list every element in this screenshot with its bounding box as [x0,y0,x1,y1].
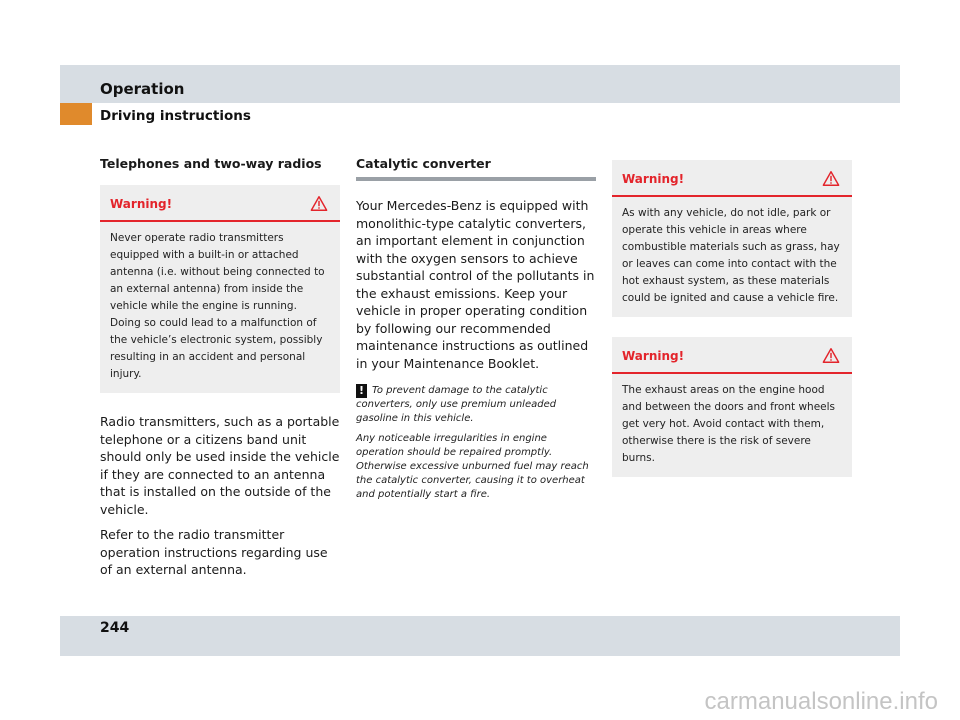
warning-header [100,185,340,222]
right-column [612,160,852,497]
page-number: 244 [100,620,130,636]
warning-text: Never operate radio transmitters equipped with a built-in or attached antenna (i.e. without being connected to an external antenna) from inside the vehicle while the engine is running. Doing so could lead to a malfunction of the vehicle’s electronic system, possibly resulting in an accident and personal injury. [110,232,325,380]
page-subtitle: Driving instructions [100,108,251,124]
warning-box [100,185,340,393]
page-title: Operation [100,80,185,98]
note-text: To prevent damage to the catalytic converters, only use premium unleaded gasoline in this vehicle. [356,385,557,424]
warning-title: Warning! [622,171,685,186]
warning-triangle-icon [310,195,328,212]
paragraph: Refer to the radio transmitter operation instructions regarding use of an external antenna. [100,527,328,577]
warning-triangle-icon [822,170,840,187]
exclamation-icon: ! [356,384,367,398]
warning-box [612,160,852,317]
footer-band [60,616,900,656]
section-tab-marker [60,103,92,125]
note [356,384,596,426]
warning-header [612,160,852,197]
note-text: Any noticeable irregularities in engine operation should be repaired promptly. Otherwise excessive unburned fuel may reach the catalytic converter, causing it to overheat and potentially start a fire. [356,433,589,500]
warning-title: Warning! [110,196,173,211]
header-band [60,65,900,103]
left-column [100,156,340,587]
note-block [356,384,596,502]
warning-triangle-icon [822,347,840,364]
section-heading-catalytic: Catalytic converter [356,156,491,171]
heading-rule [356,177,596,181]
watermark: carmanualsonline.info [704,688,938,715]
paragraph: Your Mercedes-Benz is equipped with monolithic-type catalytic converters, an important element in conjunction with the oxygen sensors to achieve substantial control of the pollutants in the exhaust emissions. Keep your vehicle in proper operating condition by following our recommended maintenance instructions as outlined in your Maintenance Booklet. [356,198,595,371]
section-heading-telephones: Telephones and two-way radios [100,156,322,171]
warning-text: As with any vehicle, do not idle, park or operate this vehicle in areas where combustible materials such as grass, hay or leaves can come into contact with the hot exhaust system, as these materials could be ignited and cause a vehicle fire. [622,207,840,304]
warning-box [612,337,852,477]
warning-header [612,337,852,374]
warning-title: Warning! [622,348,685,363]
warning-text: The exhaust areas on the engine hood and between the doors and front wheels get very hot. Avoid contact with them, otherwise there is the risk of severe burns. [622,384,835,464]
paragraph: Radio transmitters, such as a portable telephone or a citizens band unit should only be used inside the vehicle if they are connected to an antenna that is installed on the outside of the vehicle. [100,414,340,517]
middle-column [356,156,596,508]
